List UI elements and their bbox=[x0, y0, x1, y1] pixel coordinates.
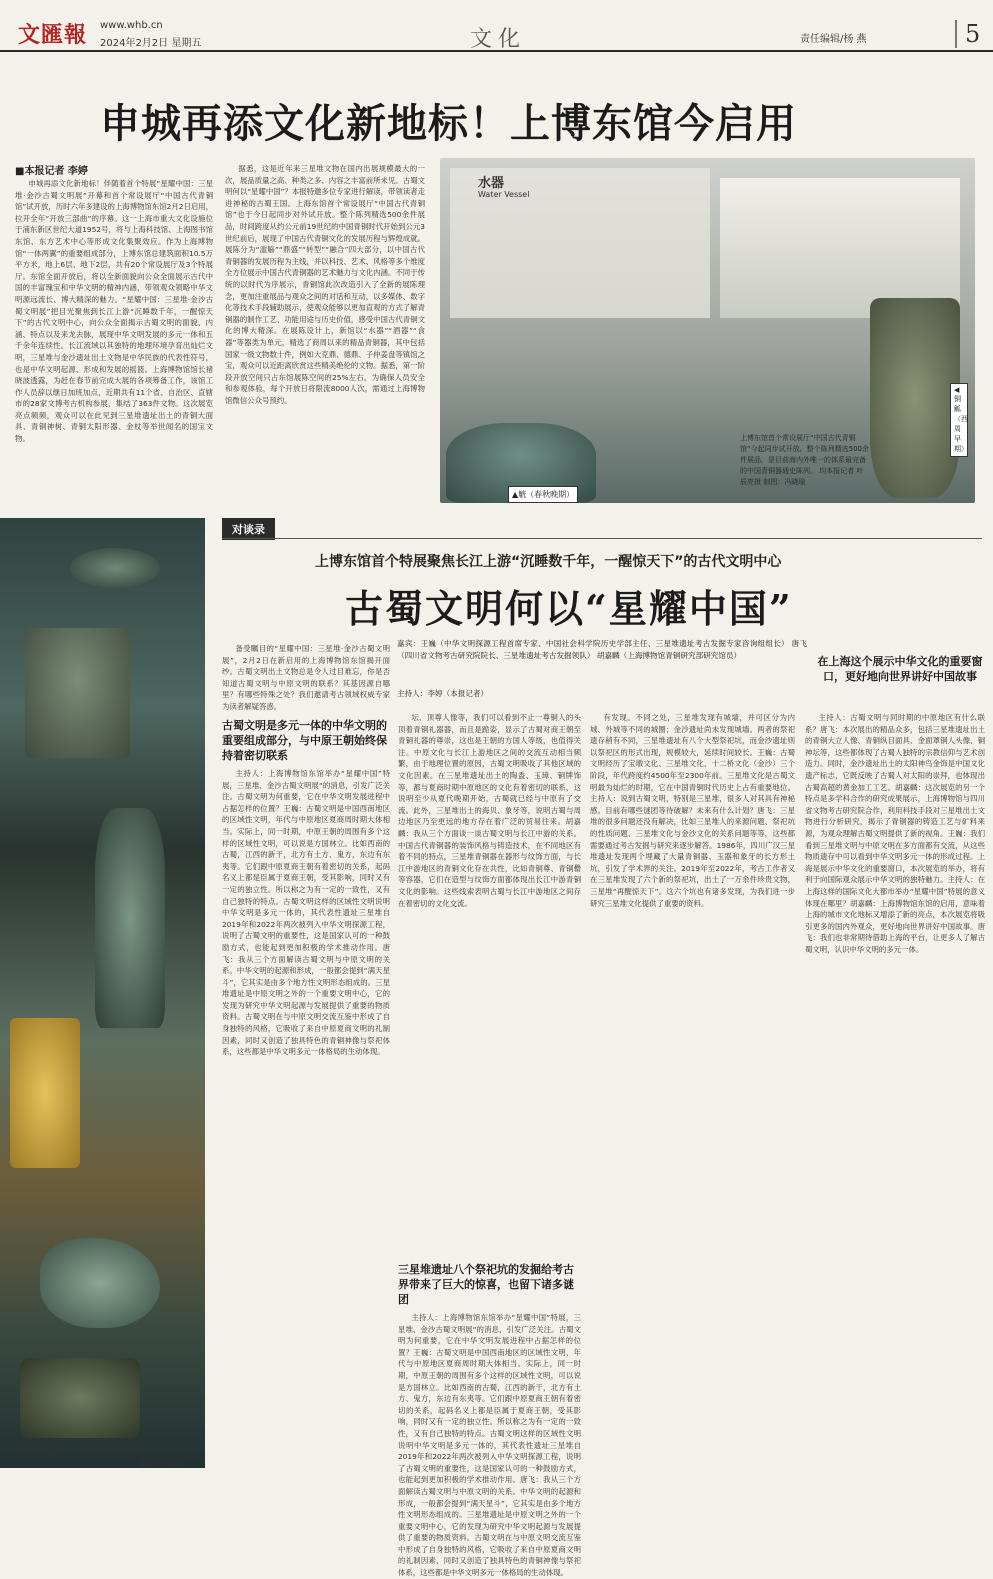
interview-tag: 对谈录 bbox=[222, 518, 275, 540]
gold-mask-artifact bbox=[10, 1018, 80, 1168]
display-label: 水器 bbox=[478, 176, 505, 191]
article1-col2: 据悉，这是近年来三星堆文物在国内出展规模最大的一次，展品质量之高、种类之多、内容之丰富前所未见。古蜀文明何以“星耀中国”？本报特邀多位专家进行解读，带领读者走进神秘的古蜀王国。上海东馆首个常设展厅“中国古代青铜馆”也于今日起同步对外试开放。整个陈列精选500余件展品，时间跨度从约公元前19世纪的中国青铜时代开始到公元3世纪前后，展现了中国古代青铜文化的发展历程与辉煌成就。展陈分为“滥觞”“鼎盛”“转型”“融合”四大部分，以中国古代青铜器的发展历程为主线，并以科技、艺术、风格等多个维度全方位展示中国古代青铜器的艺术魅力与文化内涵。不同于传统的以时代为序展示，青铜馆此次改造引入了全新的展陈理念，更加注重展品与观众之间的对话和互动，以多媒体、数字化等技术手段辅助展示，使观众能够以更加直观的方式了解青铜器的制作工艺、功能用途与历史价值，感受中国古代青铜文化的博大精深。在展陈设计上，新馆以“水器”“酒器”“食器”等器类为单元，精选了商周以来的精品青铜器，其中包括国家一级文物数十件，例如大克鼎、德鼎、子仲姜盘等镇馆之宝，观众可以近距离欣赏这些精美绝伦的文物。据悉，第一阶段开放空间只占东馆展陈空间的25%左右，为确保人员安全和参观体验，每个开放日将限流8000人次，需通过上海博物馆微信公众号预约。 bbox=[225, 164, 425, 405]
bronze-bird-artifact bbox=[70, 548, 160, 588]
page-number: 5 bbox=[955, 20, 980, 48]
main-headline: 申城再添文化新地标！上博东馆今启用 bbox=[100, 101, 797, 147]
bronze-figure-artifact bbox=[95, 808, 165, 1028]
subhead-2: 三星堆遗址八个祭祀坑的发掘给考古界带来了巨大的惊喜，也留下诸多谜团 bbox=[398, 1263, 574, 1306]
section-divider bbox=[222, 538, 982, 539]
interview-subhead: 上博东馆首个特展聚焦长江上游“沉睡数千年，一醒惊天下”的古代文明中心 bbox=[315, 554, 782, 570]
interview-col-b: 坛、顶尊人像等，我们可以看到不止一尊铜人的头顶着青铜礼器器，而且是跪姿，显示了古蜀对商王朝至青铜礼器的尊崇，这也是王朝的方国人等级，也值得关注。中原文化与长江上游地区之间的交流互动相当频繁，由于地理位置的原因，古蜀文明吸收了其他区域的文化因素。在三星堆遗址出土的陶盉、玉璋、铜牌饰等，都与夏商时期中原地区的文化有着密切的联系，这说明至少从夏代晚期开始，古蜀就已经与中原有了交流。此外，三星堆出土的海贝、象牙等，说明古蜀与周边地区乃至更远的地方存在着广泛的贸易往来。胡嘉麟：我从三个方面谈一谈古蜀文明与长江中游的关系。中国古代青铜器的装饰风格与铸造技术，在不同地区有着不同的特点，三星堆青铜器在器形与纹饰方面，与长江中游地区的青铜文化存在共性，比如青铜尊、青铜罍等容器，它们在造型与纹饰方面都体现出长江中游青铜文化的影响。这些线索表明古蜀与长江中游地区之间存在着密切的文化交流。 bbox=[398, 713, 581, 908]
interview-intro: 备受瞩目的“星耀中国：三星堆·金沙古蜀文明展”，2月2日在新启用的上海博物馆东馆揭开面纱。古蜀文明出土文物总是令人过目难忘，你是否知道古蜀文明与中原文明的联系？其基因源自哪里？有哪些特殊之处？我们邀请考古领域权威专家为读者解疑答惑。 bbox=[222, 644, 390, 711]
bronze-jue-artifact bbox=[870, 298, 960, 498]
interview-col-a: 主持人：上海博物馆东馆举办“星耀中国”特展，三星堆、金沙古蜀文明展“的消息，引发广泛关注。古蜀文明为何重要，它在中华文明发展进程中占据怎样的位置？王巍：古蜀文明是中国西南地区的区域性文明，年代与中原地区夏商周时期大体相当。实际上，同一时期，中原王朝的周围有多个这样的区域性文明，可以说是方国林立。比如西南的古蜀，江西的新干，北方有土方、鬼方，东边有东夷等。它们跟中原夏商王朝有着密切的关系，起码名义上都是臣属于夏商王朝，受其影响，同时又有一定的独立性。所以称之为有一定的一致性，又有自己独特的特点。古蜀文明这样的区域性文明说明中华文明是多元一体的，其代表性遗址三星堆自2019年和2022年两次被列入中华文明探源工程，说明了古蜀文明的重要性，这是国家认可的一种鼓励方式，也能起到更加积极的学术推动作用。唐飞：我从三个方面解读古蜀文明与中原文明的关系。中华文明的起源和形成，一般都会提到“满天星斗”，它其实是由多个地方性文明形态组成的。三星堆遗址是中原文明之外的一个重要文明中心，它的发现为研究中华文明起源与发展提供了重要的物质资料。古蜀文明在与中原文明交流互鉴中形成了自身独特的风格，它吸收了来自中原夏商文明的礼制因素，同时又创造了独具特色的青铜神像与祭祀体系，这些都是中华文明多元一体格局的生动体现。 bbox=[222, 769, 390, 1057]
article1-col1: 申城再添文化新地标！伴随着首个特展“星耀中国：三星堆·金沙古蜀文明展”开幕和首个常设展厅“中国古代青铜馆”试开放，历时六年多建设的上海博物馆东馆2月2日启用，拉开全年“开放三部曲”的序幕。这一上海市重大文化设施位于浦东新区世纪大道1952号，将与上海科技馆、上海图书馆东馆、东方艺术中心等形成文化集聚效应。作为上海博物馆“一体两翼”的重要组成部分，上博东馆总建筑面积10.5万平方米，地上6层、地下2层，共有20个常设展厅及3个特展厅。东馆全面开放后，将以全新面貌向公众全面展示古代中国的丰富瑰宝和中华文明的精神内涵，带领观众领略中华文明源远流长、博大精深的魅力。“星耀中国：三星堆·金沙古蜀文明展”把目光聚焦到长江上游“沉睡数千年，一醒惊天下”的古代文明中心，向公众全面揭示古蜀文明的面貌、内涵、特点以及来龙去脉，展现中华文明发展的多元一体和五千余年连续性。长江流域以其独特的地理环境孕育出灿烂文明，三星堆与金沙遗址出土文物是中华民族的代表性符号，也是中华文明起源、形成和发展的摇篮。上海博物馆馆长褚晓波透露，为赶在春节前完成大展的各项筹备工作，该馆工作人员辞以继日加班加点，近期共有11个省、自治区、直辖市的28家文博考古机构参展，集结了363件文物。这次展览亮点频频，观众可以在此见到三星堆遗址出土的青铜大面具、青铜神树、青铜太阳形器、金杖等举世闻名的国宝文物。 bbox=[15, 179, 214, 444]
editor-credit: 责任编辑/杨 燕 bbox=[800, 34, 867, 45]
artifacts-photo-strip bbox=[0, 518, 205, 1468]
artifact-tag-right: ◀铜觚（西周早期） bbox=[950, 383, 968, 457]
byline: ■本报记者 李婷 bbox=[15, 166, 88, 177]
bronze-bird-head-artifact bbox=[40, 1238, 160, 1328]
bronze-mask-artifact bbox=[25, 628, 130, 758]
interview-host: 主持人：李婷（本报记者） bbox=[397, 689, 489, 698]
interview-col-d: 主持人：古蜀文明与同时期的中原地区有什么联系？唐飞：本次展出的精品众多，包括三星堆遗址出土的青铜大立人像、青铜纵目面具、金面罩铜人头像、铜神坛等，这些都体现了古蜀人独特的宗教信仰与艺术创造力。同时，金沙遗址出土的太阳神鸟金饰是中国文化遗产标志，它既反映了古蜀人对太阳的崇拜，也体现出古蜀高超的黄金加工工艺。胡嘉麟：这次展览的另一个特点是多学科合作的研究成果展示，上海博物馆与四川省文物考古研究院合作，利用科技手段对三星堆出土文物进行分析研究，揭示了青铜器的铸造工艺与矿料来源，为观众理解古蜀文明提供了新的视角。王巍：我们看到三星堆文明与中原文明在多方面都有交流，从这些物质遗存中可以看到中华文明多元一体的形成过程。上海是展示中华文化的重要窗口，本次展览的举办，将有利于向国际观众展示中华文明的独特魅力。主持人：在上海这样的国际文化大都市举办“星耀中国”特展的意义体现在哪里？胡嘉麟：上海博物馆东馆的启用，意味着上海的城市文化地标又增添了新的亮点，本次展览将吸引更多的国内外观众，更好地向世界讲好中国故事。唐飞：我们也非常期待借助上海的平台，让更多人了解古蜀文明，认识中华文明的多元一体。 bbox=[805, 713, 985, 954]
issue-date: 2024年2月2日 星期五 bbox=[100, 38, 202, 49]
display-label-en: Water Vessel bbox=[478, 190, 530, 199]
section-title: 文化 bbox=[470, 27, 527, 52]
display-wall bbox=[720, 178, 960, 318]
bronze-hall-photo bbox=[440, 158, 975, 503]
subhead-3: 在上海这个展示中华文化的重要窗口，更好地向世界讲好中国故事 bbox=[817, 655, 983, 683]
interview-col-c: 有发现。不同之处，三星堆发现有城墙，并可区分为内城、外城等不同的城圈；金沙遗址尚未发现城墙。两者的祭祀遗存稍有不同，三星堆遗址有八个大型祭祀坑，而金沙遗址则以祭祀区的形式出现，规模较大，延续时间较长。王巍：古蜀文明经历了宝墩文化、三星堆文化、十二桥文化（金沙）三个阶段，年代跨度约4500年至2300年前。三星堆文化是古蜀文明最为灿烂的时期，它在中国青铜时代历史上占有重要地位。主持人：说到古蜀文明，特别是三星堆，很多人对其具有神秘感。目前有哪些谜团等待破解？未来有什么计划？唐飞：三星堆的很多问题还没有解决，比如三星堆人的来源问题、祭祀坑的性质问题、三星堆文化与金沙文化的关系问题等等，这些都需要通过考古发掘与研究来逐步解答。1986年，四川广汉三星堆遗址发现两个埋藏了大量青铜器、玉器和象牙的长方形土坑，引发了学术界的关注。2019年至2022年，考古工作者又在三星堆发现了六个新的祭祀坑，出土了一万余件珍贵文物，三星堆“再醒惊天下”。这六个坑也有诸多发现，为我们进一步研究三星堆文化提供了重要的资料。 bbox=[590, 713, 795, 908]
interview-col-b-cont: 主持人：上海博物馆东馆举办“星耀中国”特展，三星堆、金沙古蜀文明展“的消息，引发广泛关注。古蜀文明为何重要，它在中华文明发展进程中占据怎样的位置？王巍：古蜀文明是中国西南地区的区域性文明，年代与中原地区夏商周时期大体相当。实际上，同一时期，中原王朝的周围有多个这样的区域性文明，可以说是方国林立。比如西南的古蜀，江西的新干，北方有土方、鬼方，东边有东夷等。它们跟中原夏商王朝有着密切的关系，起码名义上都是臣属于夏商王朝，受其影响，同时又有一定的独立性。所以称之为有一定的一致性，又有自己独特的特点。古蜀文明这样的区域性文明说明中华文明是多元一体的，其代表性遗址三星堆自2019年和2022年两次被列入中华文明探源工程，说明了古蜀文明的重要性，这是国家认可的一种鼓励方式，也能起到更加积极的学术推动作用。唐飞：我从三个方面解读古蜀文明与中原文明的关系。中华文明的起源和形成，一般都会提到“满天星斗”，它其实是由多个地方性文明形态组成的。三星堆遗址是中原文明之外的一个重要文明中心，它的发现为研究中华文明起源与发展提供了重要的物质资料。古蜀文明在与中原文明交流互鉴中形成了自身独特的风格，它吸收了来自中原夏商文明的礼制因素，同时又创造了独具特色的青铜神像与祭祀体系，这些都是中华文明多元一体格局的生动体现。 bbox=[398, 1313, 581, 1578]
newspaper-logo: 文匯報 bbox=[18, 22, 88, 48]
bronze-head-artifact bbox=[20, 1358, 140, 1438]
website-url[interactable]: www.whb.cn bbox=[100, 20, 163, 31]
interview-guests: 嘉宾：王巍（中华文明探源工程首席专家、中国社会科学院历史学部主任、三星堆遗址考古发掘专家咨询组组长） 唐飞（四川省文物考古研究院院长、三星堆遗址考古发掘领队） 胡嘉麟（上海博物馆青铜研究部研究馆员） bbox=[397, 639, 807, 660]
left-photo-credit: 制图：冯晓瑜 bbox=[140, 1459, 185, 1468]
artifact-tag-left: ▲觥（春秋晚期） bbox=[508, 486, 578, 503]
subhead-1: 古蜀文明是多元一体的中华文明的重要组成部分，与中原王朝始终保持着密切联系 bbox=[222, 719, 387, 762]
photo1-caption: 上博东馆首个常设展厅“中国古代青铜馆”今起同步试开放。整个陈列精选500余件展品，是目前海内外唯一的体系最完备的中国青铜器通史陈列。 均本报记者 叶辰亮摄 制图：冯晓瑜 bbox=[740, 434, 869, 486]
left-photo-caption: “星耀中国”展品。 均本报记者 叶辰亮摄 bbox=[6, 1447, 139, 1456]
interview-title: 古蜀文明何以“星耀中国” bbox=[345, 586, 793, 631]
